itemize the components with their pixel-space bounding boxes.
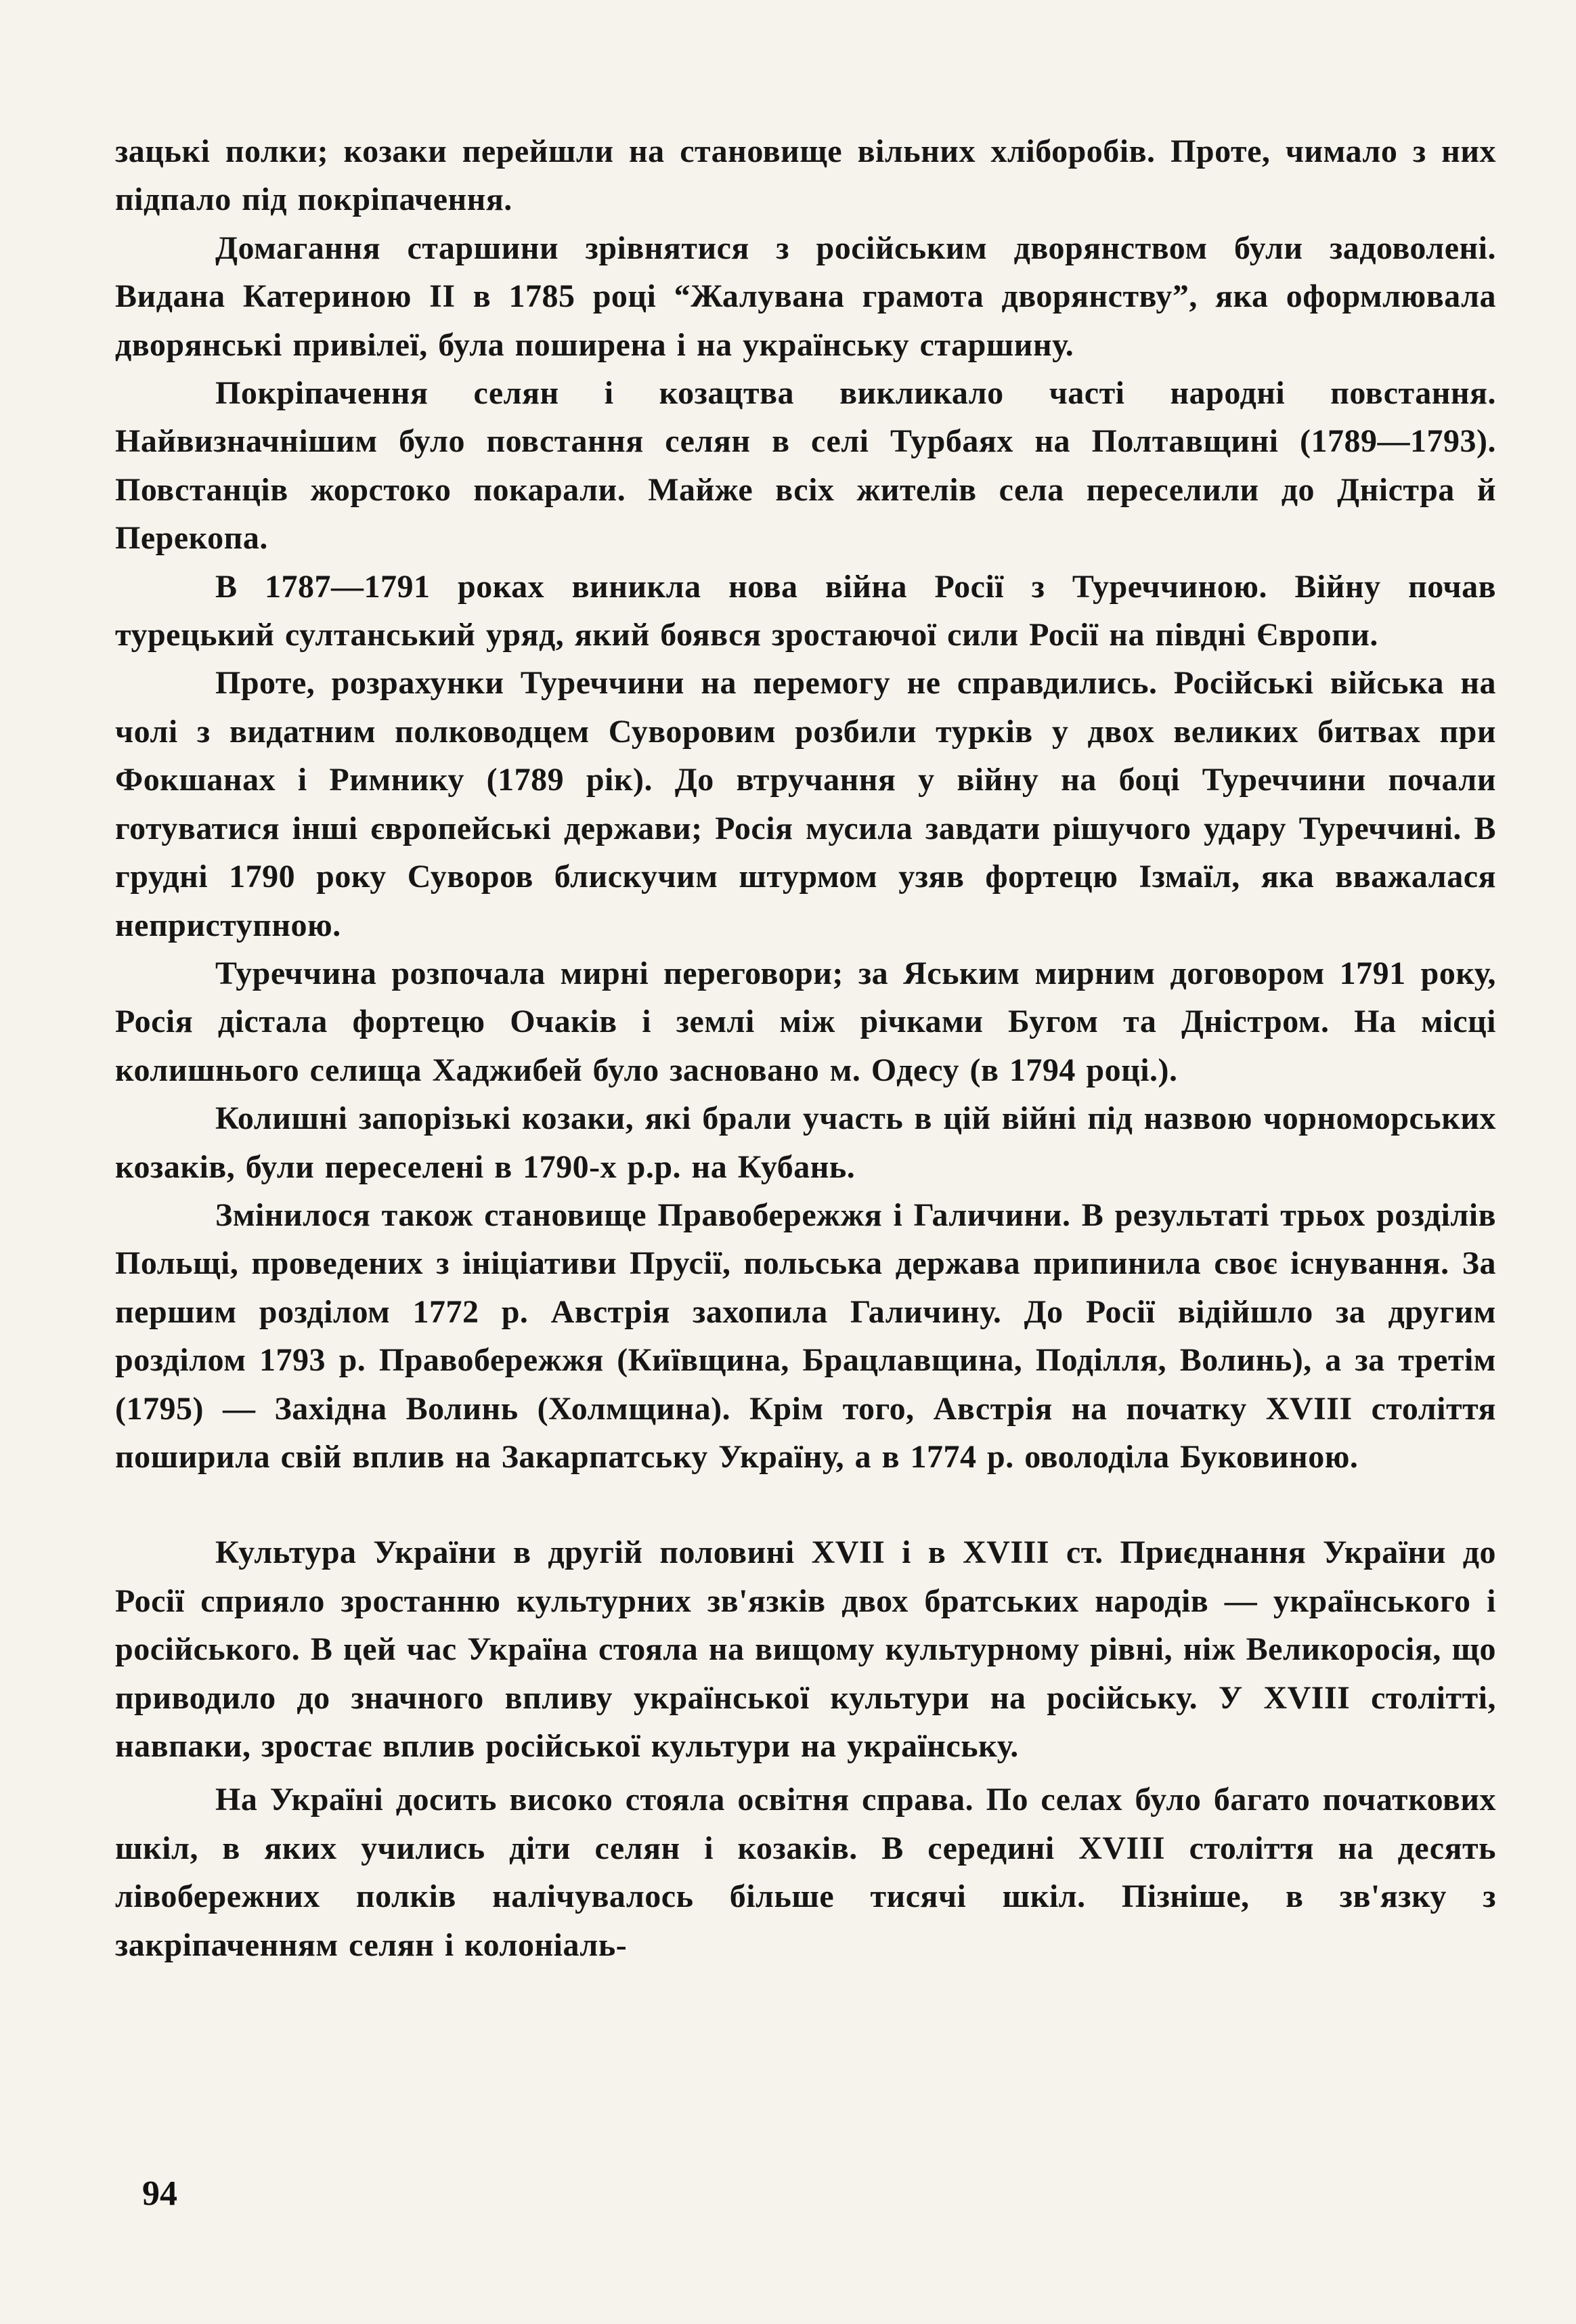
- paragraph: Колишні запорізькі козаки, які брали участь в цій війні під назвою чорноморських козаків, були переселені в 1790-х р.р. на Кубань.: [115, 1100, 1496, 1185]
- paragraph: Домагання старшини зрівнятися з російським дворянством були задоволені. Видана Катериною II в 1785 році “Жалувана грамота дворянству”, яка оформлювала дворянські привілеї, була поширена і на українську старшину.: [115, 230, 1496, 363]
- paragraph: зацькі полки; козаки перейшли на становище вільних хліборобів. Проте, чимало з них підпало під покріпачення.: [115, 133, 1496, 218]
- paragraph: Змінилося також становище Правобережжя і Галичини. В результаті трьох розділів Польщі, проведених з ініціативи Прусії, польська держава припинила своє існування. За першим розділом 1772 р. Австрія захопила Галичину. До Росії відійшло за другим розділом 1793 р. Правобережжя (Київщина, Брацлавщина, Поділля, Волинь), а за третім (1795) — Західна Волинь (Холмщина). Крім того, Австрія на початку XVIII століття поширила свій вплив на Закарпатську Україну, а в 1774 р. оволоділа Буковиною.: [115, 1197, 1496, 1475]
- paragraph: Туреччина розпочала мирні переговори; за Яським мирним договором 1791 року, Росія дістала фортецю Очаків і землі між річками Бугом та Дністром. На місці колишнього селища Хаджибей було засновано м. Одесу (в 1794 році.).: [115, 955, 1496, 1088]
- paragraph: На Україні досить високо стояла освітня справа. По селах було багато початкових шкіл, в яких учились діти селян і козаків. В середині XVIII століття на десять лівобережних полків налічувалось більше тисячі шкіл. Пізніше, в зв'язку з закріпаченням селян і колоніаль-: [115, 1782, 1496, 1963]
- paragraph: Проте, розрахунки Туреччини на перемогу не справдились. Російські війська на чолі з видатним полководцем Суворовим розбили турків у двох великих битвах при Фокшанах і Римнику (1789 рік). До втручання у війну на боці Туреччини почали готуватися інші європейські держави; Росія мусила завдати рішучого удару Туреччині. В грудні 1790 року Суворов блискучим штурмом узяв фортецю Ізмаїл, яка вважалася неприступною.: [115, 665, 1496, 943]
- section-paragraph: [115, 1528, 1496, 1770]
- page-number: 94: [142, 2174, 177, 2213]
- section-text: Приєднання України до Росії сприяло зростанню культурних зв'язків двох братських народів — українського і російського. В цей час Україна стояла на вищому культурному рівні, ніж Великоросія, що приводило до значного впливу української культури на російську. У XVIII столітті, навпаки, зростає вплив російської культури на українську.: [115, 1534, 1497, 1764]
- section-heading: Культура України в другій половині XVII і в XVIII ст.: [215, 1534, 1103, 1571]
- page-body-text: [115, 127, 1496, 1969]
- paragraph: Покріпачення селян і козацтва викликало часті народні повстання. Найвизначнішим було повстання селян в селі Турбаях на Полтавщині (1789—1793). Повстанців жорстоко покарали. Майже всіх жителів села переселили до Дністра й Перекопа.: [115, 375, 1496, 557]
- paragraph: В 1787—1791 роках виникла нова війна Росії з Туреччиною. Війну почав турецький султанський уряд, який боявся зростаючої сили Росії на півдні Європи.: [115, 568, 1496, 653]
